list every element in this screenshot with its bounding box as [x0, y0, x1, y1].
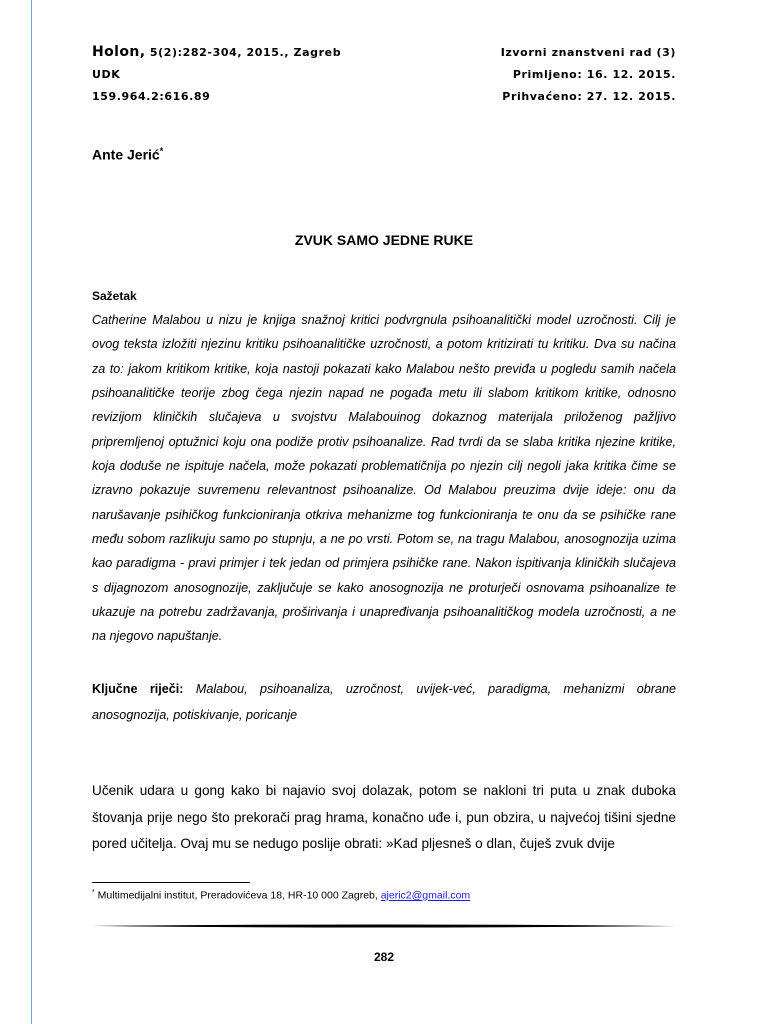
abstract-heading: Sažetak — [92, 289, 137, 303]
author-footnote-mark: * — [159, 146, 164, 156]
article-type: Izvorni znanstveni rad (3) — [500, 45, 676, 59]
footer-divider — [92, 924, 676, 926]
accepted-date: Prihvaćeno: 27. 12. 2015. — [502, 89, 676, 103]
citation: 5(2):282-304, 2015., Zagreb — [149, 46, 342, 59]
page-margin-line — [31, 0, 32, 1024]
header-row-1 — [92, 41, 676, 63]
footnote-text: Multimedijalni institut, Preradovićeva 18, HR-10 000 Zagreb, — [97, 889, 381, 902]
footnote-mark: * — [92, 889, 95, 896]
udk-label: UDK — [92, 67, 121, 81]
body-paragraph: Učenik udara u gong kako bi najavio svoj dolazak, potom se nakloni tri puta u znak duboka štovanja prije nego što prekorači prag hrama, konačno uđe i, pun obzira, u najvećoj tišini sjedne pored učitelja. Ovaj mu se nedugo poslije obrati: »Kad pljesneš o dlan, čuješ zvuk dvije — [92, 783, 676, 851]
email-link[interactable]: ajeric2@gmail.com — [380, 889, 471, 902]
keywords-label: Ključne riječi: — [92, 682, 184, 696]
journal-citation — [92, 44, 341, 60]
keywords-list: Malabou, psihoanaliza, uzročnost, uvijek-već, paradigma, mehanizmi obrane anosognozija, potiskivanje, poricanje — [92, 682, 677, 722]
keywords — [92, 676, 676, 728]
article-title: ZVUK SAMO JEDNE RUKE — [294, 232, 474, 248]
abstract-text: Catherine Malabou u nizu je knjiga snažnoj kritici podvrgnula psihoanalitički model uzročnosti. Cilj je ovog teksta izložiti njezinu kritiku psihoanalitičke uzročnosti, a potom kritizirati tu kritiku. Dva su načina za to: jakom kritikom kritike, koja nastoji pokazati kako Malabou nešto previđa u pogledu samih načela psihoanalitičke teorije zbog čega njezin napad ne pogađa metu ili slabom kritikom kritike, odnosno revizijom kliničkih slučajeva u svojstvu Malabouinog dokaznog materijala priloženog pažljivo pripremljenoj optužnici koju ona podiže protiv psihoanalize. Rad tvrdi da se slaba kritika njezine kritike, koja doduše ne ispituje načela, može pokazati problematičnija po njezin cilj negoli jaka kritika čime se izravno pokazuje suvremenu relevantnost psihoanalize. Od Malabou preuzima dvije ideje: onu da narušavanje psihičkog funkcioniranja otkriva mehanizme tog funkcioniranja te onu da se psihičke rane među sobom razlikuju samo po stupnju, a ne po vrsti. Potom se, na tragu Malabou, anosognozija uzima kao paradigma - pravi primjer i tek jedan od primjera psihičke rane. Nakon ispitivanja kliničkih slučajeva s dijagnozom anosognozije, zaključuje se kako anosognozija ne proturječi osnovama psihoanalize te ukazuje na potrebu zadržavanja, proširivanja i unapređivanja psihoanalitičkog modela uzročnosti, a ne na njegovo napuštanje. — [92, 313, 676, 644]
author-name — [92, 146, 163, 163]
author-name-text: Ante Jerić — [92, 146, 160, 163]
header-row-3 — [92, 85, 676, 107]
received-date: Primljeno: 16. 12. 2015. — [512, 67, 676, 81]
page-number: 282 — [373, 950, 395, 964]
journal-name: Holon, — [92, 44, 146, 60]
footnote-separator — [92, 882, 250, 883]
header-row-2 — [92, 63, 676, 85]
footnote — [92, 889, 470, 902]
page-header — [92, 41, 676, 107]
udk-code: 159.964.2:616.89 — [92, 89, 211, 103]
